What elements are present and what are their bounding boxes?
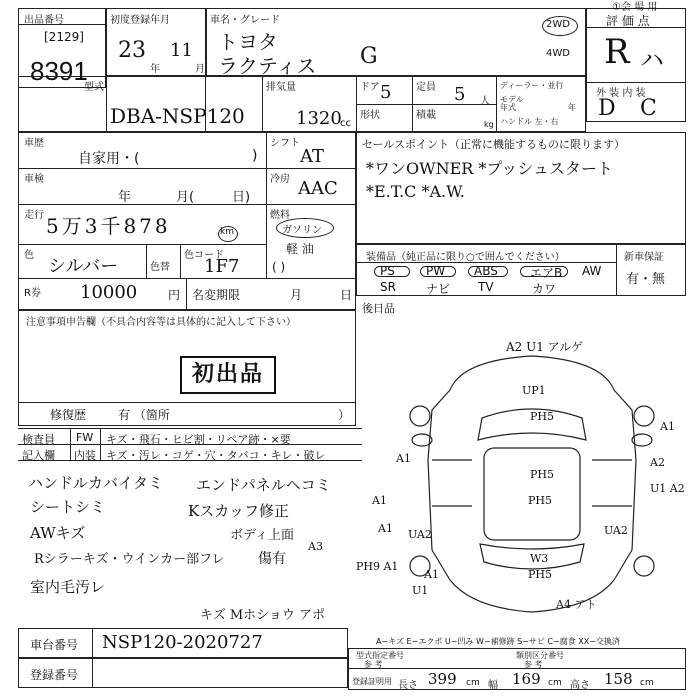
lot-number: 8391 — [30, 56, 88, 86]
month-mark: 月 — [195, 64, 205, 75]
diagram-label: PH5 — [530, 468, 554, 481]
equip-tv: TV — [478, 280, 494, 294]
car-outline-right — [614, 390, 636, 580]
model: ラクティス — [218, 54, 317, 78]
len-value: 399 — [428, 670, 457, 688]
divider — [496, 76, 497, 132]
new-warranty-label: 新車保証 — [624, 252, 664, 263]
year-mark: 年 — [150, 64, 160, 75]
later-items-label: 後日品 — [362, 302, 395, 315]
int-grade: C — [640, 96, 657, 121]
first-reg-label: 初度登録年月 — [110, 15, 170, 26]
repair-label: 修復歴 — [50, 408, 87, 422]
divider — [18, 244, 266, 245]
equip-leather: カワ — [532, 282, 557, 296]
lot-sub: [2129] — [44, 30, 84, 44]
wid-unit: cm — [548, 678, 562, 688]
front-left-wheel — [410, 406, 430, 426]
diagram-label: A1 — [396, 452, 411, 465]
diagram-label: UP1 — [522, 384, 546, 397]
diagram-label: U1 A2 — [650, 482, 685, 495]
len-label: 長さ — [398, 680, 418, 691]
cool-label: 冷房 — [270, 174, 290, 185]
rear-right-wheel — [634, 556, 654, 576]
note-line: ボディ上面 — [230, 528, 294, 543]
len-unit: cm — [466, 678, 480, 688]
divider — [348, 668, 686, 669]
repair-close: ） — [338, 408, 351, 422]
load-label: 積載 — [416, 110, 436, 121]
hgt-label: 高さ — [570, 680, 590, 691]
diagram-label: A4 アト — [556, 598, 597, 611]
disp-label: 排気量 — [266, 82, 296, 93]
fuel-value: ガソリン — [282, 225, 322, 236]
type-note-ref: 参 考 — [364, 660, 383, 669]
reg-label: 登録番号 — [30, 668, 79, 682]
deadline-month: 月 — [290, 288, 303, 302]
divider — [180, 244, 181, 278]
shift-label: シフト — [270, 138, 300, 149]
diagram-label: U1 — [412, 584, 429, 597]
equip-ps: PS — [380, 264, 395, 278]
type-label: 型式 — [84, 82, 104, 93]
color-value: シルバー — [48, 256, 119, 277]
score-sub: ハ — [640, 46, 664, 74]
fw-items: キズ・飛石・ヒビ割・リペア跡・×要 — [106, 433, 291, 446]
model-year-label: モデル 年式 — [500, 95, 524, 112]
interior-items: キズ・汚レ・コゲ・穴・タバコ・キレ・破レ — [106, 449, 326, 462]
disp-value: 1320 — [296, 108, 342, 129]
notes-title: 注意事項申告欄（不具合内容等は具体的に記入して下さい） — [26, 317, 296, 328]
divider — [18, 204, 356, 205]
dealer-label: ディーラー・並行 — [500, 81, 564, 90]
note-line: エンドパネルヘコミ — [196, 476, 331, 494]
diagram-label: A1 — [660, 420, 675, 433]
divider — [356, 262, 616, 263]
mileage-value: 5万3千878 — [46, 214, 171, 238]
diagram-label: A2 — [650, 456, 665, 469]
diagram-label: UA2 — [408, 528, 432, 541]
inspect-month: 月( — [176, 190, 195, 205]
left-doors — [432, 460, 472, 506]
equip-sr: SR — [380, 280, 396, 294]
sales-line1: *ワンOWNER *プッシュスタート — [366, 159, 613, 178]
hgt-value: 158 — [604, 670, 633, 688]
divider — [586, 27, 686, 28]
interior-label: 内装 — [74, 449, 96, 462]
type-value: DBA-NSP120 — [110, 104, 245, 128]
equip-navi: ナビ — [426, 282, 451, 296]
doors-label: ドア — [360, 82, 380, 93]
diagram-label: A1 — [424, 568, 439, 581]
repair-yes: 有 （箇所 — [118, 408, 170, 422]
score: R — [604, 32, 630, 72]
divider — [146, 244, 147, 278]
sales-line2: *E.T.C *A.W. — [366, 182, 465, 201]
shape-label: 形状 — [360, 110, 380, 121]
inspect-day: 日) — [232, 190, 251, 205]
ext-int-label: 外 装 内 装 — [596, 88, 646, 99]
r-label: R券 — [24, 288, 41, 299]
eval-label: 評 価 点 — [606, 14, 650, 28]
equip-airbag: エアB — [530, 266, 563, 280]
divider — [186, 278, 187, 310]
note-line: 傷有 — [258, 551, 286, 567]
divider — [412, 76, 413, 104]
divider — [356, 104, 496, 105]
fuel-paren: ( ) — [272, 260, 286, 274]
divider — [100, 428, 101, 460]
wid-label: 幅 — [488, 680, 498, 691]
divider — [18, 278, 356, 279]
divider — [92, 658, 93, 688]
fuel-label: 燃料 — [270, 210, 290, 221]
grade: G — [360, 44, 378, 69]
divider — [70, 428, 71, 460]
history-value: 自家用・( — [78, 151, 140, 167]
color-code-value: 1F7 — [204, 256, 240, 277]
deadline-day: 日 — [340, 288, 353, 302]
reg-month: 11 — [170, 40, 193, 61]
hgt-unit: cm — [640, 678, 654, 688]
diagram-top: A2 U1 アルゲ — [506, 340, 583, 354]
divider — [586, 82, 686, 83]
divider — [266, 132, 267, 278]
reg-year: 23 — [118, 38, 146, 63]
diagram-label: PH5 — [530, 410, 554, 423]
writer-label: 記入欄 — [22, 449, 55, 462]
diagram-label: PH5 — [528, 568, 552, 581]
diagram-side-note: PH9 A1 — [356, 560, 399, 573]
ext-grade: D — [598, 96, 616, 121]
divider — [412, 104, 413, 132]
eval-top: ①会 場 用 — [612, 2, 658, 13]
equipment-title: 装備品（純正品に限り○で囲んでください） — [366, 252, 565, 263]
history-label: 車歴 — [24, 138, 44, 149]
first-listing-stamp: 初出品 — [180, 356, 276, 394]
drive-4wd: 4WD — [546, 48, 570, 59]
load-unit: kg — [484, 120, 494, 129]
diagram-label: A1 — [372, 494, 387, 507]
diagram-legend: A−キズ E−エクボ U−凹み W−補修跡 S−サビ C−腐食 XX−交換済 — [376, 637, 620, 646]
note-line: ハンドルカバイタミ — [28, 474, 164, 492]
class-note-label: 類別区分番号 — [516, 651, 564, 660]
diagram-label: W3 — [530, 552, 549, 565]
chassis-value: NSP120-2020727 — [102, 632, 263, 653]
r-unit: 円 — [168, 288, 181, 302]
diagram-label: UA2 — [604, 524, 628, 537]
mileage-label: 走行 — [24, 210, 44, 221]
equip-pw: PW — [426, 264, 446, 278]
front-right-wheel — [634, 406, 654, 426]
seats-label: 定員 — [416, 82, 436, 93]
car-name-label: 車名・グレード — [210, 15, 280, 26]
doors-value: 5 — [380, 82, 392, 103]
history-close: ) — [252, 148, 258, 164]
seats-value: 5 — [454, 84, 466, 105]
handle-label: ハンドル 左・右 — [500, 117, 559, 126]
drive-2wd: 2WD — [546, 19, 570, 30]
seats-unit: 人 — [480, 96, 490, 107]
sales-title: セールスポイント（正常に機能するものに限ります） — [362, 138, 626, 151]
fw-label: FW — [76, 431, 94, 444]
note-line: Kスカッフ修正 — [188, 502, 290, 520]
shift-value: AT — [300, 146, 325, 167]
maker: トヨタ — [218, 30, 278, 54]
mileage-unit: km — [220, 227, 234, 237]
r-value: 10000 — [80, 282, 138, 303]
note-line: AWキズ — [30, 524, 86, 542]
lot-number-label: 出品番号 — [24, 15, 64, 26]
divider — [262, 76, 263, 132]
divider — [92, 628, 93, 658]
inspect-label: 車検 — [24, 174, 44, 185]
inspect-year: 年 — [118, 190, 132, 205]
note-line: シートシミ — [30, 498, 106, 516]
fuel-alt: 軽 油 — [286, 242, 314, 256]
class-note-ref: 参 考 — [524, 660, 543, 669]
equip-abs: ABS — [474, 264, 498, 278]
divider — [18, 402, 356, 403]
bottom-note: キズ Mホショウ アポ — [200, 608, 326, 623]
wid-value: 169 — [512, 670, 541, 688]
right-doors — [592, 460, 632, 506]
divider — [18, 168, 356, 169]
dims-label: 登録証明用 — [352, 677, 392, 686]
model-year-unit: 年 — [568, 103, 576, 112]
diagram-label: A1 — [378, 522, 393, 535]
type-note-label: 型式指定番号 — [356, 651, 404, 660]
note-line: 室内毛汚レ — [30, 578, 106, 596]
car-outline-left — [428, 390, 450, 580]
equip-aw: AW — [582, 264, 602, 278]
diagram-label: A3 — [308, 540, 323, 553]
color-label: 色 — [24, 250, 34, 261]
color-change-label: 色替 — [150, 262, 170, 273]
diagram-label: PH5 — [528, 494, 552, 507]
cool-value: AAC — [298, 178, 338, 199]
inspector-label: 検査員 — [22, 433, 55, 446]
divider — [616, 244, 617, 296]
disp-unit: cc — [340, 118, 351, 129]
color-code-label: 色コード — [184, 250, 224, 261]
note-line: Rシラーキズ・ウインカー部フレ — [34, 552, 225, 567]
new-warranty-value: 有・無 — [626, 272, 666, 287]
deadline-label: 名変期限 — [192, 288, 241, 302]
chassis-label: 車台番号 — [30, 638, 79, 652]
